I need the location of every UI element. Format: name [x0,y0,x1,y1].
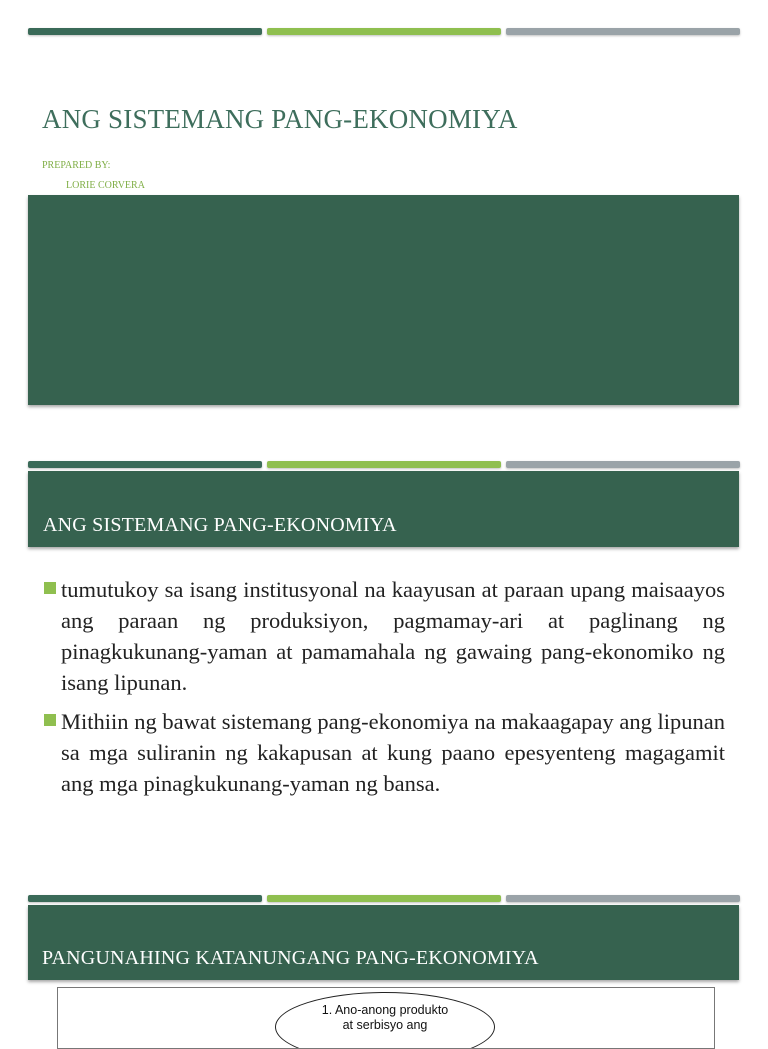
slide1-title: ANG SISTEMANG PANG-EKONOMIYA [42,104,518,134]
accent-bar-green [267,461,501,468]
accent-bar-gray [506,895,740,902]
slide2-header-band [28,471,739,547]
slide2-heading: ANG SISTEMANG PANG-EKONOMIYA [43,514,397,536]
diagram-node-line-1: 1. Ano-anong produkto [321,1003,449,1017]
bullet-text-1: tumutukoy sa isang institusyonal na kaayusan at paraan upang maisaayos ang paraan ng produksiyon, pagmamay-ari at paglinang ng pinagkukunang-yaman at pamamahala ng gawaing pang-ekonomiko ng isang lipunan. [61,577,725,695]
bullet-square-icon [44,714,56,726]
bullet-text-2: Mithiin ng bawat sistemang pang-ekonomiya na makaagapay ang lipunan sa mga suliranin ng kakapusan at kung paano epesyenteng magagamit ang mga pinagkukunang-yaman ng bansa. [61,709,725,796]
slide3-heading: PANGUNAHING KATANUNGANG PANG-EKONOMIYA [42,947,539,969]
diagram-frame [57,987,715,1049]
bullet-square-icon [44,582,56,594]
accent-bar-gray [506,28,740,35]
diagram-node-line-2: at serbisyo ang [342,1018,428,1032]
accent-bar-green [267,895,501,902]
accent-bar-dark [28,28,262,35]
slide3-header-band [28,905,739,980]
author-name: LORIE CORVERA [66,180,145,191]
accent-bar-green [267,28,501,35]
accent-bar-dark [28,895,262,902]
slide1-green-panel [28,195,739,405]
diagram-node-ellipse [275,992,495,1049]
prepared-by-label: PREPARED BY: [42,160,111,171]
accent-bar-dark [28,461,262,468]
accent-bar-gray [506,461,740,468]
